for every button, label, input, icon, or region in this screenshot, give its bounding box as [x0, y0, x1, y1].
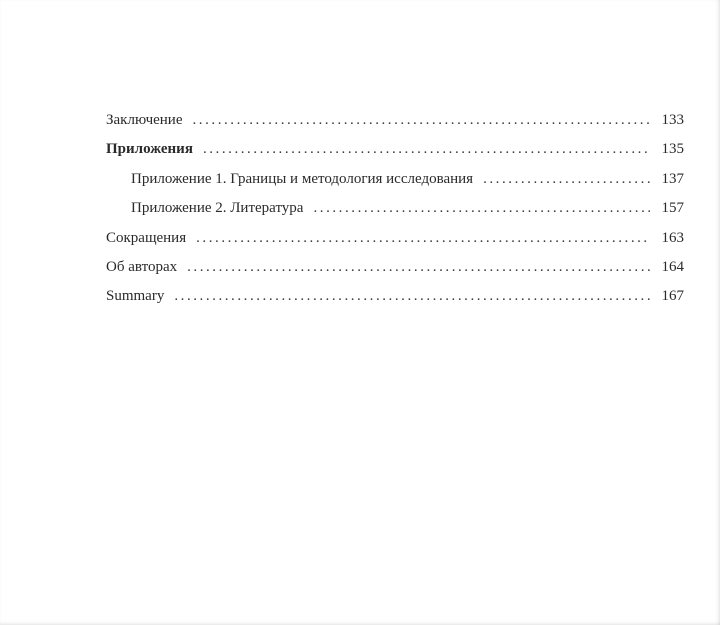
- dot-leader: [174, 282, 650, 311]
- dot-leader: [196, 224, 650, 253]
- toc-entry-page: 137: [661, 170, 684, 187]
- toc-entry-appendices[interactable]: [106, 135, 684, 164]
- toc-entry-page: 157: [661, 200, 684, 217]
- toc-entry-title: Об авторах: [106, 258, 178, 275]
- toc-entry-about-authors[interactable]: [106, 253, 684, 282]
- toc-entry-summary[interactable]: [106, 282, 684, 311]
- toc-entry-page: 164: [661, 258, 684, 275]
- toc-entry-title: Summary: [106, 288, 165, 305]
- toc-entry-title: Приложения: [106, 141, 193, 158]
- dot-leader: [313, 194, 650, 223]
- dot-leader: [203, 135, 650, 164]
- toc-entry-page: 135: [661, 141, 684, 158]
- toc-entry-page: 167: [661, 288, 684, 305]
- toc-entry-title: Заключение: [106, 112, 183, 128]
- table-of-contents: [106, 106, 684, 312]
- toc-entry-page: 163: [661, 229, 684, 246]
- toc-entry-appendix-1[interactable]: [106, 165, 684, 194]
- toc-entry-title: Приложение 1. Границы и методология исследования: [131, 170, 474, 187]
- dot-leader: [483, 165, 650, 194]
- toc-entry-abbreviations[interactable]: [106, 224, 684, 253]
- toc-entry-title: Сокращения: [106, 229, 187, 246]
- toc-entry-appendix-2[interactable]: [106, 194, 684, 223]
- toc-entry-title: Приложение 2. Литература: [131, 200, 304, 217]
- dot-leader: [187, 253, 650, 282]
- toc-entry-page: 133: [661, 112, 684, 128]
- dot-leader: [193, 106, 651, 135]
- toc-entry-conclusion[interactable]: [106, 106, 684, 135]
